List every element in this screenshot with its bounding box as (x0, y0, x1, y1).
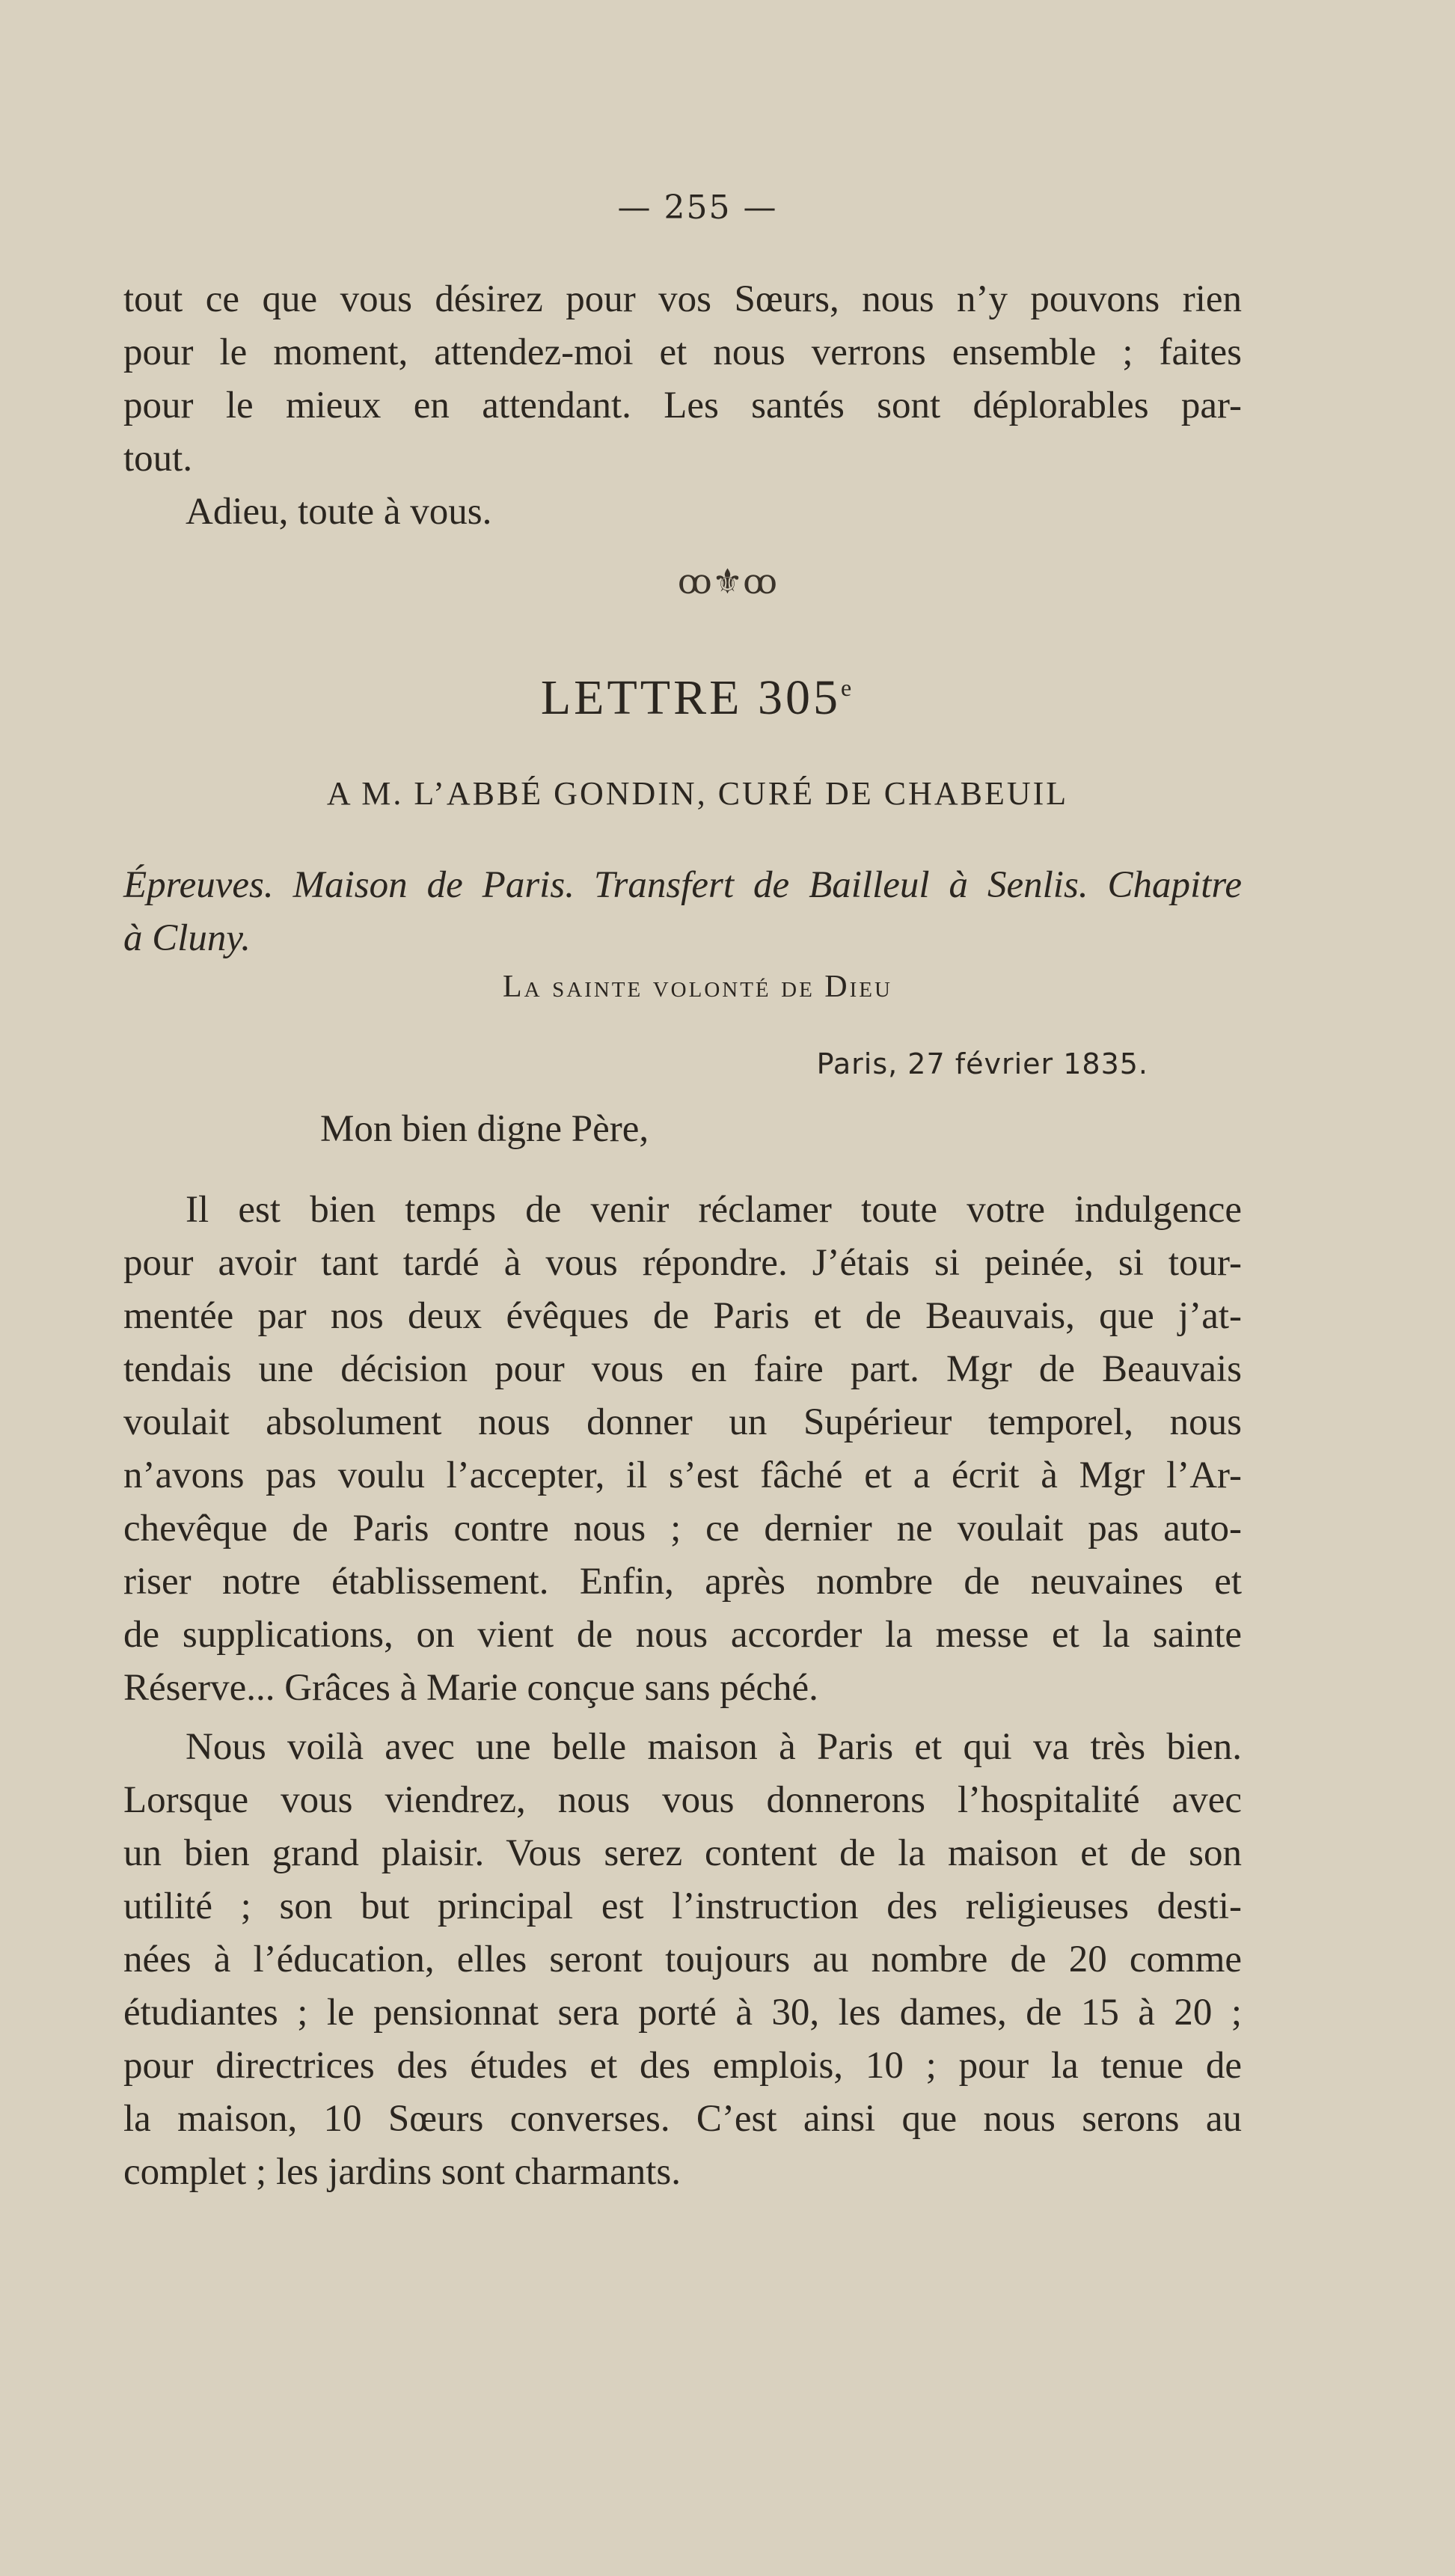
text-line: chevêque de Paris contre nous ; ce dernier ne voulait pas auto- (123, 1508, 1242, 1549)
text-line: pour avoir tant tardé à vous répondre. J’étais si peinée, si tour- (123, 1242, 1242, 1284)
letter-title-suffix: e (840, 674, 855, 701)
text-line: voulait absolument nous donner un Supérieur temporel, nous (123, 1401, 1242, 1443)
letter-salutation: Mon bien digne Père, (320, 1108, 649, 1150)
text-line: Lorsque vous viendrez, nous vous donnerons l’hospitalité avec (123, 1779, 1242, 1821)
letter-title (0, 670, 1395, 726)
intro-paragraph (123, 273, 1242, 539)
text-line: Il est bien temps de venir réclamer toute votre indulgence (186, 1189, 1242, 1231)
text-line: tout. (123, 438, 193, 480)
closing-line: Adieu, toute à vous. (186, 491, 492, 533)
letter-title-text: LETTRE 305 (540, 670, 841, 725)
ornament-divider: ꝏ⚜ꝏ (677, 561, 778, 602)
summary-line: Épreuves. Maison de Paris. Transfert de Bailleul à Senlis. Chapitre (123, 864, 1242, 906)
text-line: un bien grand plaisir. Vous serez content de la maison et de son (123, 1832, 1242, 1874)
text-line: Nous voilà avec une belle maison à Paris et qui va très bien. (186, 1726, 1242, 1768)
text-line: tendais une décision pour vous en faire part. Mgr de Beauvais (123, 1348, 1242, 1390)
text-line: nées à l’éducation, elles seront toujours au nombre de 20 comme (123, 1939, 1242, 1980)
text-line: riser notre établissement. Enfin, après nombre de neuvaines et (123, 1561, 1242, 1603)
letter-summary (123, 859, 1242, 965)
text-line: utilité ; son but principal est l’instruction des religieuses desti- (123, 1885, 1242, 1927)
text-line: n’avons pas voulu l’accepter, il s’est fâché et a écrit à Mgr l’Ar- (123, 1454, 1242, 1496)
text-line: complet ; les jardins sont charmants. (123, 2151, 681, 2193)
summary-line: à Cluny. (123, 917, 251, 959)
text-line: Réserve... Grâces à Marie conçue sans péché. (123, 1667, 818, 1709)
text-line: pour le mieux en attendant. Les santés sont déplorables par- (123, 385, 1242, 426)
letter-dateline: Paris, 27 février 1835. (816, 1047, 1148, 1080)
letter-motto: La sainte volonté de Dieu (503, 970, 892, 1004)
letter-recipient: A M. L’ABBÉ GONDIN, CURÉ DE CHABEUIL (326, 775, 1069, 812)
letter-paragraph-2 (123, 1721, 1242, 2199)
text-line: étudiantes ; le pensionnat sera porté à 30, les dames, de 15 à 20 ; (123, 1992, 1242, 2034)
text-line: tout ce que vous désirez pour vos Sœurs, nous n’y pouvons rien (123, 278, 1242, 320)
text-line: pour directrices des études et des emplois, 10 ; pour la tenue de (123, 2045, 1242, 2087)
text-line: pour le moment, attendez-moi et nous verrons ensemble ; faites (123, 331, 1242, 373)
page-number: — 255 — (617, 189, 778, 227)
letter-paragraph-1 (123, 1184, 1242, 1715)
text-line: de supplications, on vient de nous accorder la messe et la sainte (123, 1614, 1242, 1656)
text-line: la maison, 10 Sœurs converses. C’est ainsi que nous serons au (123, 2098, 1242, 2140)
text-line: mentée par nos deux évêques de Paris et de Beauvais, que j’at- (123, 1295, 1242, 1337)
